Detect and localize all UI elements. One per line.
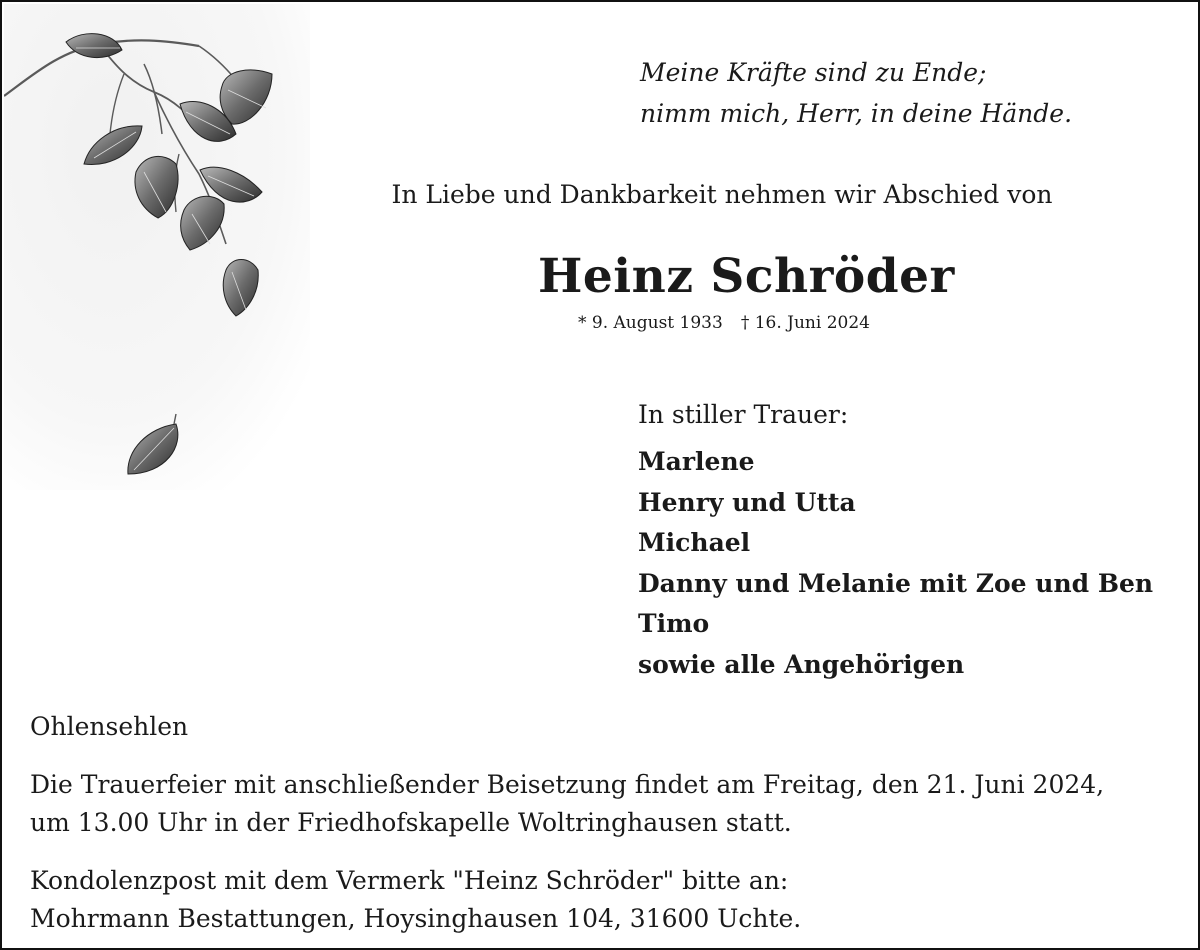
death-date: † 16. Juni 2024 [740, 313, 870, 333]
life-dates [578, 310, 888, 336]
mourner: sowie alle Angehörigen [638, 649, 965, 679]
condolence-address: Mohrmann Bestattungen, Hoysinghausen 104, 31600 Uchte. [30, 904, 802, 933]
mourner: Timo [638, 609, 710, 638]
funeral-service-line-2: um 13.00 Uhr in der Friedhofskapelle Woltringhausen statt. [30, 808, 792, 837]
funeral-service-notice [30, 766, 1104, 842]
mourner: Henry und Utta [638, 487, 856, 517]
condolence-line-1: Kondolenzpost mit dem Vermerk "Heinz Schröder" bitte an: [30, 866, 789, 895]
condolence-notice [30, 862, 801, 938]
mourner: Marlene [638, 447, 755, 476]
verse [640, 52, 1072, 134]
mourner: Danny und Melanie mit Zoe und Ben [638, 568, 1154, 598]
place-name: Ohlensehlen [30, 712, 189, 741]
funeral-service-line-1: Die Trauerfeier mit anschließender Beisetzung findet am Freitag, den 21. Juni 2024, [30, 770, 1105, 799]
birch-branch-illustration [4, 4, 310, 490]
birth-date: * 9. August 1933 [578, 313, 723, 333]
farewell-intro-text: In Liebe und Dankbarkeit nehmen wir Abschied von [391, 180, 1053, 209]
mourning-heading: In stiller Trauer: [638, 400, 849, 429]
deceased-name: Heinz Schröder [538, 249, 955, 304]
mourners-list [638, 442, 1153, 685]
farewell-intro [2, 176, 1200, 214]
mourner: Michael [638, 528, 751, 557]
verse-line-1: Meine Kräfte sind zu Ende; [640, 58, 987, 87]
verse-line-2: nimm mich, Herr, in deine Hände. [640, 99, 1073, 128]
